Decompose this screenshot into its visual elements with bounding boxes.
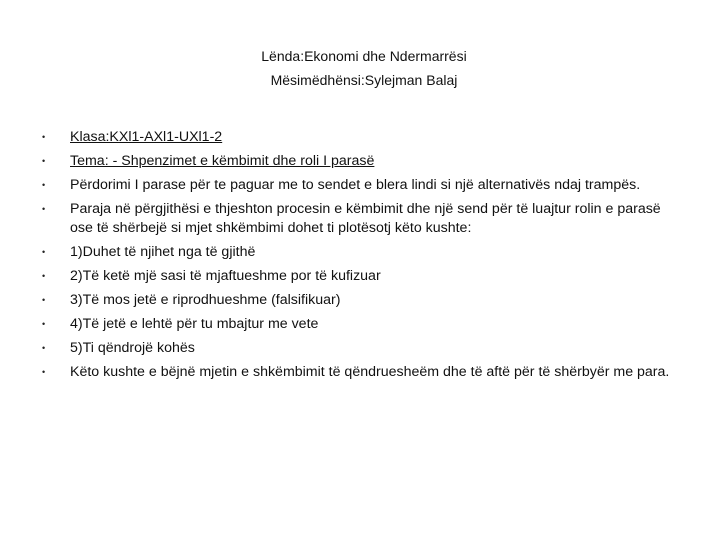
bullet-dot-icon: • bbox=[42, 367, 46, 377]
subject-title: Lënda:Ekonomi dhe Ndermarrësi bbox=[261, 48, 467, 64]
teacher-name: Mësimëdhënsi:Sylejman Balaj bbox=[270, 72, 458, 88]
bullet-text: Tema: - Shpenzimet e këmbimit dhe roli I parasë bbox=[70, 153, 375, 169]
bullet-dot-icon: • bbox=[42, 319, 46, 329]
bullet-dot-icon: • bbox=[42, 204, 46, 214]
bullet-topic bbox=[42, 152, 682, 171]
bullet-item bbox=[42, 176, 682, 195]
bullet-text: 2)Të ketë mjë sasi të mjaftueshme por të kufizuar bbox=[70, 268, 381, 284]
bullet-class bbox=[42, 128, 682, 147]
bullet-text: Klasa:KXl1-AXl1-UXl1-2 bbox=[70, 129, 223, 145]
bullet-item bbox=[42, 291, 682, 310]
bullet-item bbox=[42, 200, 682, 238]
bullet-dot-icon: • bbox=[42, 180, 46, 190]
bullet-text: 3)Të mos jetë e riprodhueshme (falsifikuar) bbox=[70, 292, 341, 308]
bullet-text: 4)Të jetë e lehtë për tu mbajtur me vete bbox=[70, 316, 319, 332]
bullet-text: 1)Duhet të njihet nga të gjithë bbox=[70, 244, 256, 260]
bullet-dot-icon: • bbox=[42, 271, 46, 281]
bullet-dot-icon: • bbox=[42, 156, 46, 166]
bullet-item bbox=[42, 243, 682, 262]
bullet-item bbox=[42, 267, 682, 286]
bullet-dot-icon: • bbox=[42, 343, 46, 353]
bullet-text: Paraja në përgjithësi e thjeshton procesin e këmbimit dhe një send për të luajtur rolin e parasë ose të shërbejë si mjet shkëmbimi dohet ti plotësotj këto kushte: bbox=[70, 201, 661, 236]
bullet-text: Këto kushte e bëjnë mjetin e shkëmbimit të qëndruesheëm dhe të aftë për të shërbyër me para. bbox=[70, 364, 670, 380]
bullet-item bbox=[42, 315, 682, 334]
bullet-item bbox=[42, 363, 682, 382]
bullet-dot-icon: • bbox=[42, 132, 46, 142]
bullet-list bbox=[42, 128, 682, 387]
bullet-dot-icon: • bbox=[42, 295, 46, 305]
bullet-text: Përdorimi I parase për te paguar me to sendet e blera lindi si një alternativës ndaj trampës. bbox=[70, 177, 641, 193]
bullet-item bbox=[42, 339, 682, 358]
bullet-text: 5)Ti qëndrojë kohës bbox=[70, 340, 195, 356]
bullet-dot-icon: • bbox=[42, 247, 46, 257]
slide-header bbox=[0, 44, 720, 92]
